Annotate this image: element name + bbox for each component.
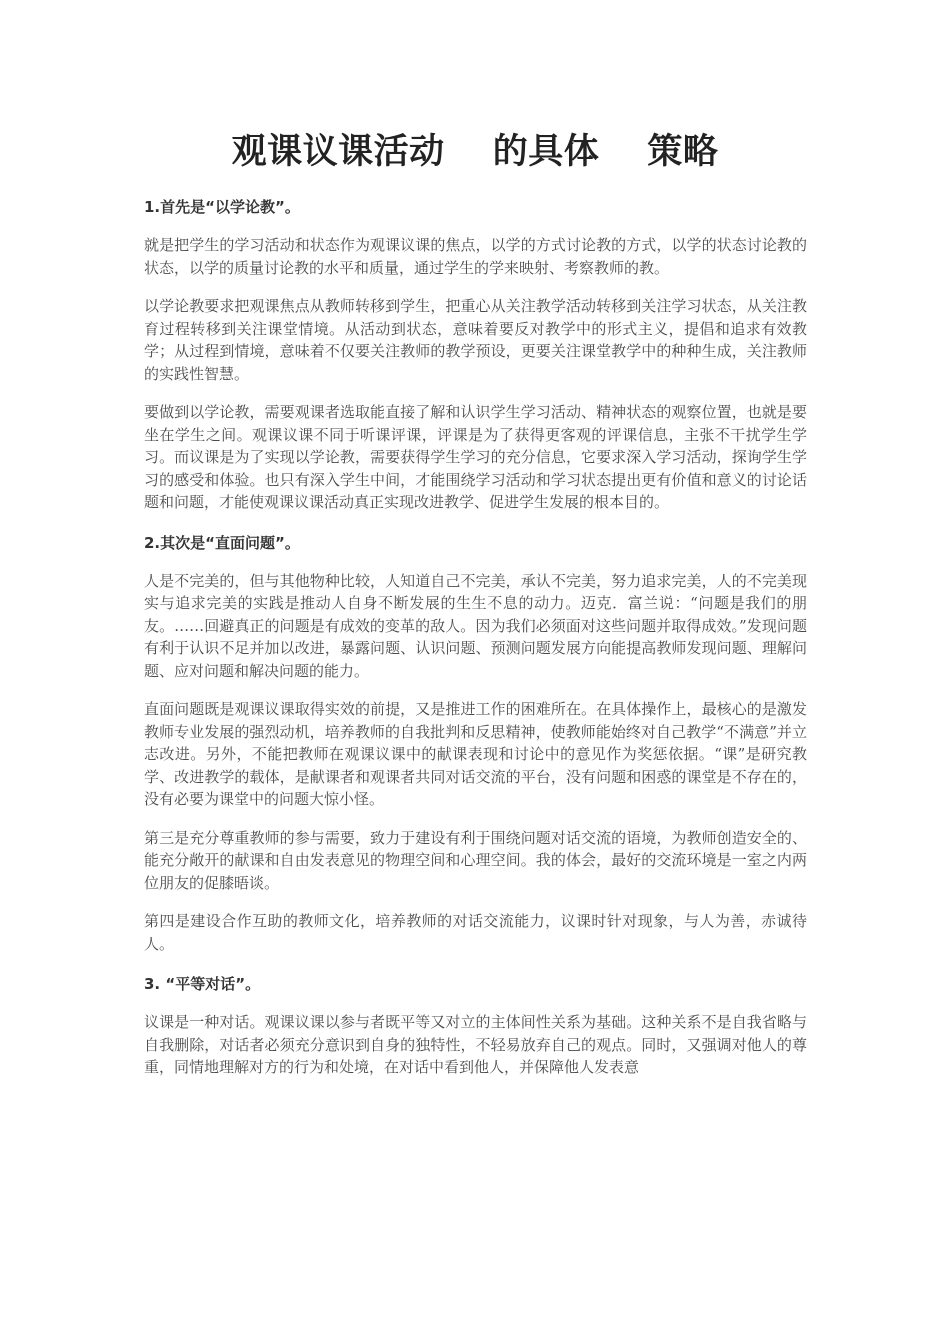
paragraph: 第四是建设合作互助的教师文化，培养教师的对话交流能力，议课时针对现象，与人为善，赤诚待人。 (144, 912, 807, 953)
paragraph: 人是不完美的，但与其他物种比较，人知道自己不完美，承认不完美，努力追求完美，人的不完美现实与追求完美的实践是推动人自身不断发展的生生不息的动力。迈克．富兰说：“问题是我们的朋友。……回避真正的问题是有成效的变革的敌人。因为我们必须面对这些问题并取得成效。”发现问题有利于认识不足并加以改进，暴露问题、认识问题、预测问题发展方向能提高教师发现问题、理解问题、应对问题和解决问题的能力。 (144, 571, 807, 680)
paragraph: 直面问题既是观课议课取得实效的前提，又是推进工作的困难所在。在具体操作上，最核心的是激发教师专业发展的强烈动机，培养教师的自我批判和反思精神，使教师能始终对自己教学“不满意”并立志改进。另外，不能把教师在观课议课中的献课表现和讨论中的意见作为奖惩依据。“课”是研究教学、改进教学的载体，是献课者和观课者共同对话交流的平台，没有问题和困惑的课堂是不存在的，没有必要为课堂中的问题大惊小怪。 (144, 700, 807, 808)
section-heading-2: 2.其次是“直面问题”。 (144, 533, 300, 552)
paragraph: 第三是充分尊重教师的参与需要，致力于建设有利于围绕问题对话交流的语境，为教师创造安全的、能充分敞开的献课和自由发表意见的物理空间和心理空间。我的体会，最好的交流环境是一室之内两位朋友的促膝晤谈。 (144, 828, 807, 892)
document-title: 观课议课活动 的具体 策略 (231, 132, 719, 172)
paragraph: 以学论教要求把观课焦点从教师转移到学生，把重心从关注教学活动转移到关注学习状态，从关注教育过程转移到关注课堂情境。从活动到状态，意味着要反对教学中的形式主义，提倡和追求有效教学；从过程到情境，意味着不仅要关注教师的教学预设，更要关注课堂教学中的种种生成，关注教师的实践性智慧。 (144, 297, 807, 383)
section-heading-3: 3. “平等对话”。 (144, 975, 261, 993)
section-heading-1: 1.首先是“以学论教”。 (144, 198, 300, 216)
paragraph: 议课是一种对话。观课议课以参与者既平等又对立的主体间性关系为基础。这种关系不是自我省略与自我删除，对话者必须充分意识到自身的独特性，不轻易放弃自己的观点。同时，又强调对他人的尊重，同情地理解对方的行为和处境，在对话中看到他人，并保障他人发表意 (144, 1013, 807, 1076)
paragraph: 就是把学生的学习活动和状态作为观课议课的焦点，以学的方式讨论教的方式，以学的状态讨论教的状态，以学的质量讨论教的水平和质量，通过学生的学来映射、考察教师的教。 (144, 236, 807, 277)
paragraph: 要做到以学论教，需要观课者选取能直接了解和认识学生学习活动、精神状态的观察位置，也就是要坐在学生之间。观课议课不同于听课评课，评课是为了获得更客观的评课信息，主张不干扰学生学习。而议课是为了实现以学论教，需要获得学生学习的充分信息，它要求深入学习活动，探询学生学习的感受和体验。也只有深入学生中间，才能围绕学习活动和学习状态提出更有价值和意义的讨论话题和问题，才能使观课议课活动真正实现改进教学、促进学生发展的根本目的。 (144, 403, 807, 511)
document-body (144, 194, 807, 1095)
